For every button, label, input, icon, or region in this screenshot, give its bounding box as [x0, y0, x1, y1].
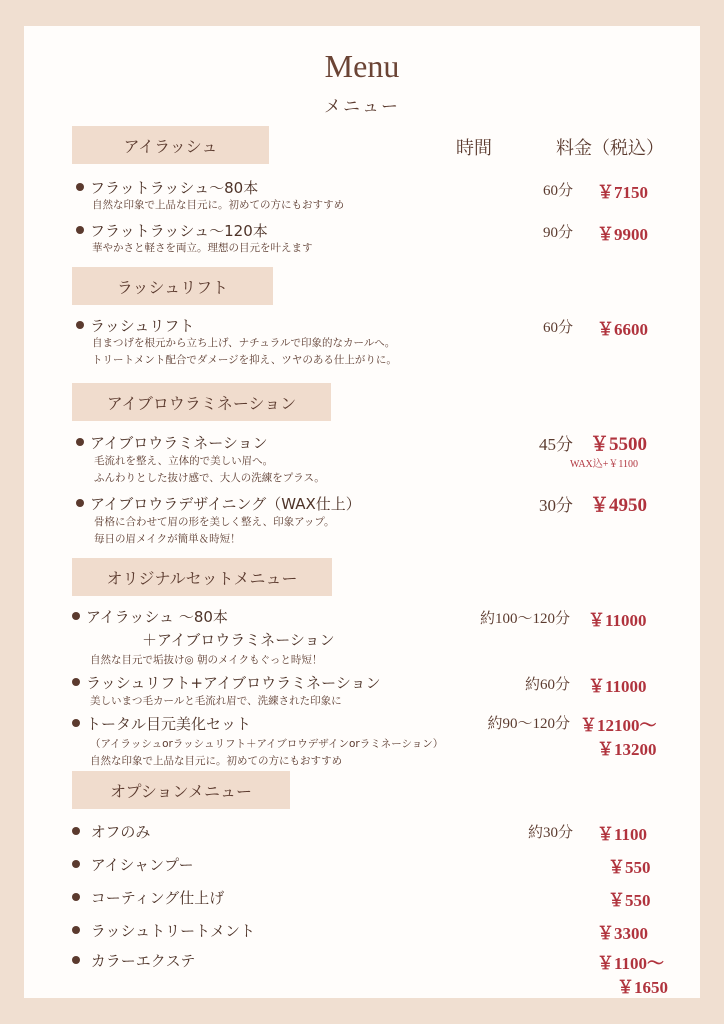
option-item-name: オフのみ — [72, 821, 150, 842]
menu-item-desc: 自まつげを根元から立ち上げ、ナチュラルで印象的なカールへ。 — [92, 337, 396, 349]
section-title-original: オリジナルセットメニュー — [72, 558, 332, 596]
option-item-time: 約30分 — [527, 825, 573, 841]
menu-item-desc: 自然な印象で上品な目元に。初めての方にもおすすめ — [90, 755, 343, 767]
bullet-icon — [72, 926, 80, 934]
menu-item-desc: ふんわりとした抜け感で、大人の洗練をプラス。 — [94, 472, 325, 484]
option-item-name: ラッシュトリートメント — [72, 920, 255, 941]
menu-item-desc: 自然な印象で上品な目元に。初めての方にもおすすめ — [92, 199, 345, 211]
menu-item-time: 45分 — [539, 435, 573, 454]
bullet-icon — [76, 183, 84, 191]
option-item-price-line2: ￥1650 — [617, 978, 668, 997]
option-item-price: ￥3300 — [597, 924, 648, 943]
menu-item-price: ￥12100〜 — [580, 716, 657, 735]
menu-item-price-line2: ￥13200 — [597, 740, 657, 759]
menu-item-name-line2: ＋アイブロウラミネーション — [142, 631, 335, 649]
menu-item-time: 90分 — [542, 225, 573, 241]
menu-item-price: ￥4950 — [590, 495, 648, 516]
bullet-icon — [72, 678, 80, 686]
section-title-eyelash: アイラッシュ — [72, 126, 269, 164]
menu-item-name: アイラッシュ 〜80本 — [72, 606, 228, 627]
bullet-icon — [72, 827, 80, 835]
menu-item-price: ￥7150 — [597, 183, 648, 202]
column-header-time: 時間 — [456, 138, 492, 159]
menu-item-name: アイブロウラミネーション — [76, 432, 268, 453]
menu-item-time: 約90〜120分 — [487, 716, 570, 732]
bullet-icon — [76, 321, 84, 329]
option-item-price: ￥1100〜 — [597, 954, 665, 973]
bullet-icon — [72, 893, 80, 901]
column-header-price: 料金（税込） — [556, 138, 664, 159]
menu-item-price: ￥11000 — [588, 677, 647, 696]
section-title-option: オプションメニュー — [72, 771, 290, 809]
bullet-icon — [72, 719, 80, 727]
menu-item-name: フラットラッシュ〜80本 — [76, 177, 258, 198]
page-subtitle: メニュー — [324, 97, 400, 117]
menu-item-price: ￥11000 — [588, 611, 647, 630]
menu-item-time: 約60分 — [524, 677, 570, 693]
option-item-price: ￥550 — [608, 891, 651, 910]
option-item-name: カラーエクステ — [72, 950, 195, 971]
option-item-price: ￥550 — [608, 858, 651, 877]
menu-item-desc: 自然な目元で垢抜け◎ 朝のメイクもぐっと時短！ — [90, 654, 323, 666]
menu-item-price: ￥9900 — [597, 225, 648, 244]
menu-item-price: ￥5500 — [590, 434, 648, 455]
page-title: Menu — [324, 48, 400, 84]
menu-item-name: ラッシュリフト — [76, 315, 194, 336]
bullet-icon — [76, 438, 84, 446]
menu-item-name: フラットラッシュ〜120本 — [76, 220, 268, 241]
bullet-icon — [72, 612, 80, 620]
menu-item-desc: 毎日の眉メイクが簡単＆時短！ — [94, 533, 241, 545]
menu-item-desc: （アイラッシュorラッシュリフト＋アイブロウデザインorラミネーション） — [90, 738, 444, 750]
menu-item-name: アイブロウラデザイニング（WAX仕上） — [76, 493, 361, 514]
menu-item-name: ラッシュリフト+アイブロウラミネーション — [72, 672, 381, 693]
option-item-name: アイシャンプー — [72, 854, 194, 875]
menu-item-time: 約100〜120分 — [479, 611, 570, 627]
menu-item-desc: 美しいまつ毛カールと毛流れ眉で、洗練された印象に — [90, 695, 342, 707]
menu-item-desc: 毛流れを整え、立体的で美しい眉へ。 — [94, 455, 274, 467]
section-title-lashlift: ラッシュリフト — [72, 267, 273, 305]
bullet-icon — [76, 226, 84, 234]
menu-item-desc: トリートメント配合でダメージを抑え、ツヤのある仕上がりに。 — [92, 354, 397, 366]
section-title-brow: アイブロウラミネーション — [72, 383, 331, 421]
menu-item-time: 60分 — [542, 183, 573, 199]
menu-item-price: ￥6600 — [597, 320, 648, 339]
option-item-price: ￥1100 — [597, 825, 648, 844]
menu-item-desc: 華やかさと軽さを両立。理想の目元を叶えます — [92, 242, 313, 254]
menu-item-desc: 骨格に合わせて眉の形を美しく整え、印象アップ。 — [94, 516, 335, 528]
bullet-icon — [72, 956, 80, 964]
menu-item-time: 30分 — [539, 496, 573, 515]
bullet-icon — [76, 499, 84, 507]
option-item-name: コーティング仕上げ — [72, 887, 224, 908]
menu-item-name: トータル目元美化セット — [72, 713, 251, 734]
bullet-icon — [72, 860, 80, 868]
menu-item-time: 60分 — [542, 320, 573, 336]
menu-item-note: WAX込+￥1100 — [570, 459, 639, 470]
